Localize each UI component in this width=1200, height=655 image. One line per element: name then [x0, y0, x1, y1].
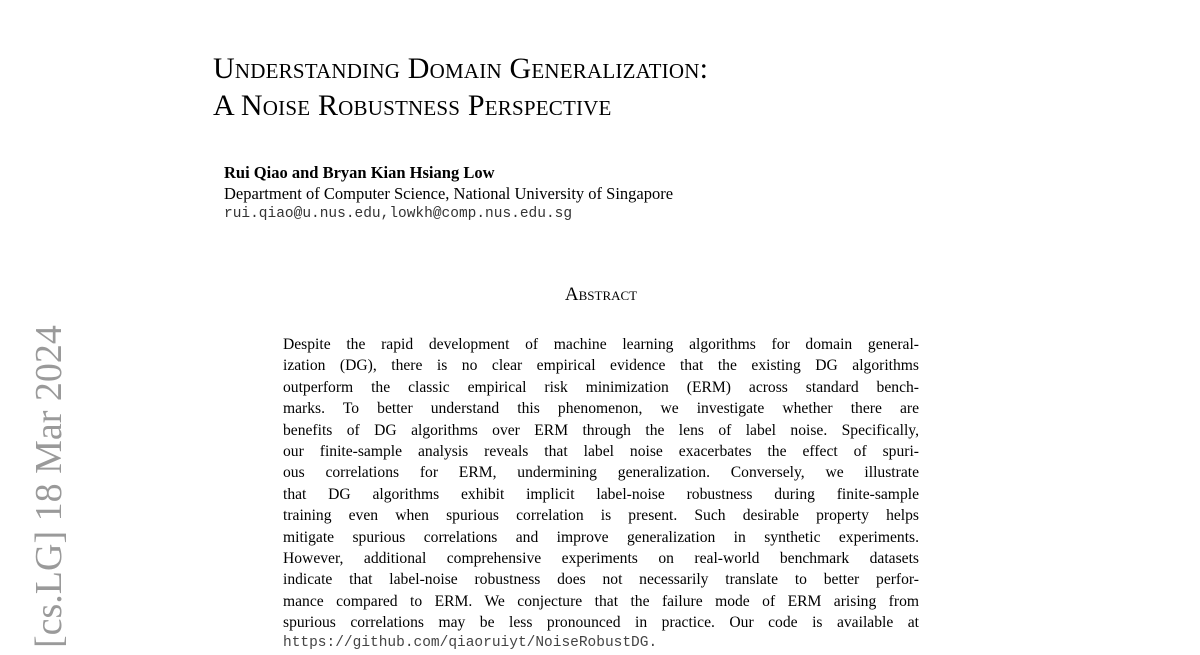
abstract-line: our finite-sample analysis reveals that label noise exacerbates the effect of spuri- [283, 442, 919, 460]
abstract-line: ization (DG), there is no clear empirical evidence that the existing DG algorithms [283, 357, 919, 375]
author-names: Rui Qiao and Bryan Kian Hsiang Low [224, 163, 495, 182]
abstract-heading: Abstract [564, 284, 638, 305]
abstract-line: marks. To better understand this phenomenon, we investigate whether there are [283, 400, 919, 418]
author-affiliation: Department of Computer Science, National University of Singapore [224, 184, 674, 203]
abstract-line: mance compared to ERM. We conjecture that the failure mode of ERM arising from [283, 592, 919, 610]
arxiv-side-stamp: [cs.LG] 18 Mar 2024 [28, 325, 70, 648]
abstract-line: spurious correlations may be less pronounced in practice. Our code is available at [283, 614, 919, 632]
abstract-line: However, additional comprehensive experiments on real-world benchmark datasets [283, 549, 919, 567]
abstract-line: Despite the rapid development of machine learning algorithms for domain general- [283, 336, 919, 353]
abstract-line: mitigate spurious correlations and improve generalization in synthetic experiments. [283, 528, 919, 546]
abstract-body [283, 334, 919, 655]
abstract-line: indicate that label-noise robustness does not necessarily translate to better perfor- [283, 571, 919, 589]
abstract-line: benefits of DG algorithms over ERM through the lens of label noise. Specifically, [283, 421, 919, 439]
abstract-line: outperform the classic empirical risk minimization (ERM) across standard bench- [283, 378, 919, 396]
author-emails: rui.qiao@u.nus.edu,lowkh@comp.nus.edu.sg [224, 206, 573, 222]
abstract-line: ous correlations for ERM, undermining generalization. Conversely, we illustrate [283, 464, 919, 482]
author-block [224, 162, 673, 225]
title-line-1: Understanding Domain Generalization: [213, 52, 709, 85]
code-url-link[interactable]: https://github.com/qiaoruiyt/NoiseRobustDG. [283, 635, 658, 652]
abstract-line: that DG algorithms exhibit implicit label-noise robustness during finite-sample [283, 485, 919, 503]
title-line-2: A Noise Robustness Perspective [213, 89, 612, 122]
paper-title [213, 50, 708, 124]
abstract-line: training even when spurious correlation is present. Such desirable property helps [283, 507, 919, 525]
